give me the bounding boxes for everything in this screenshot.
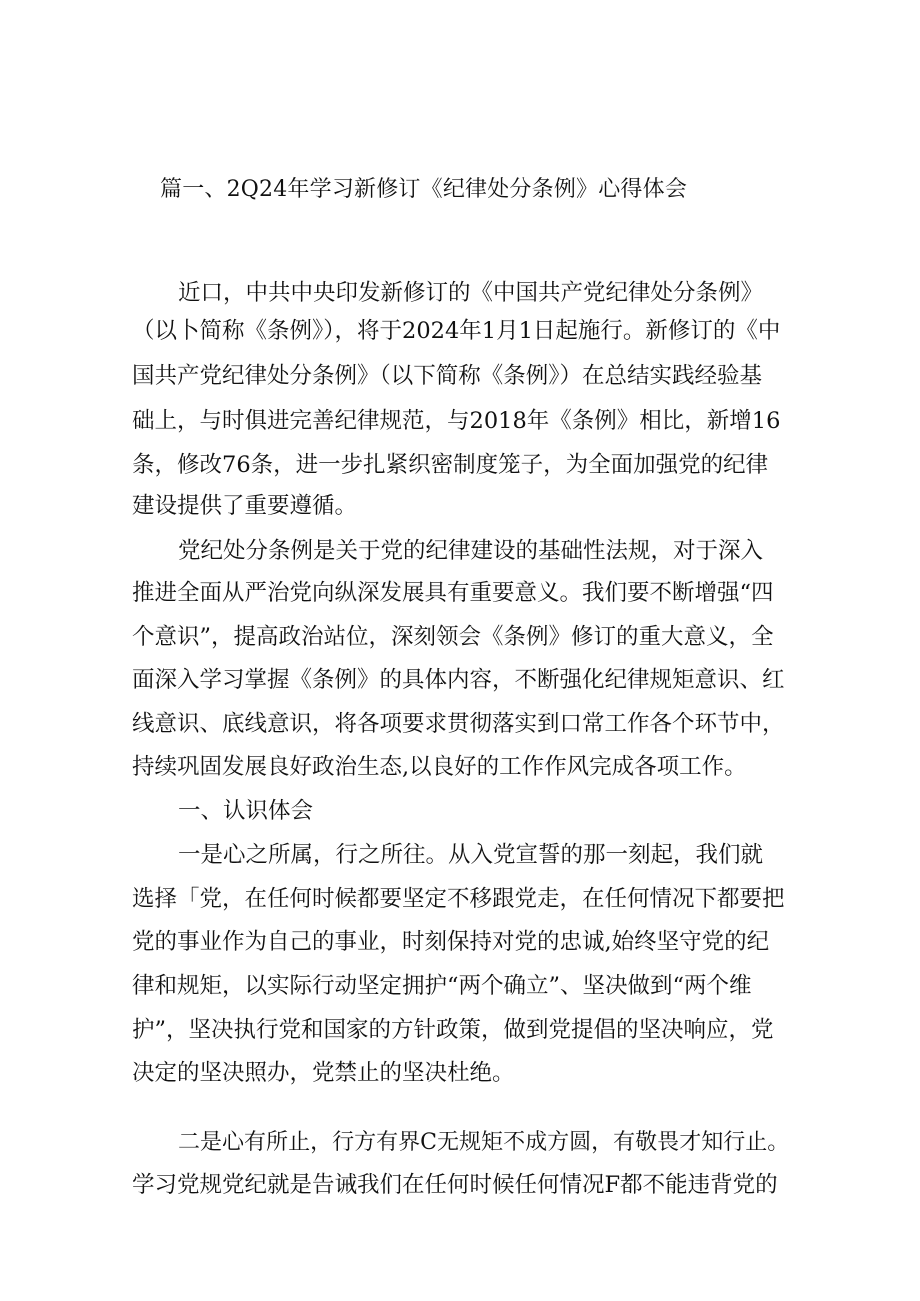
paragraph-line: 决定的坚决照办，党禁止的坚决杜绝。: [132, 1060, 515, 1086]
paragraph-line: 一是心之所属，行之所往。从入党宣誓的那一刻起，我们就: [178, 842, 764, 868]
paragraph-line: 护”，坚决执行党和国家的方针政策，做到党提倡的坚决响应，党: [132, 1017, 774, 1043]
paragraph-line: 学习党规党纪就是告诫我们在任何时候任何情况F都不能违背党的: [132, 1172, 778, 1198]
paragraph-line: （以卜简称《条例》），将于2024年1月1日起施行。新修订的《中: [132, 318, 781, 344]
paragraph-line: 律和规矩，以实际行动坚定拥护“两个确立”、坚决做到“两个维: [132, 973, 752, 999]
paragraph-line: 面深入学习掌握《条例》的具体内容，不断强化纪律规矩意识、红: [132, 667, 785, 693]
section-heading: 一、认识体会: [178, 798, 314, 824]
paragraph-line: 二是心有所止，行方有界C无规矩不成方圆，有敬畏才知行止。: [178, 1130, 790, 1155]
paragraph-line: 推进全面从严治党向纵深发展具有重要意义。我们要不断增强“四: [132, 580, 774, 606]
document-title: 篇一、2Q24年学习新修订《纪律处分条例》心得体会: [160, 177, 688, 202]
paragraph-line: 条，修改76条，进一步扎紧织密制度笼子，为全面加强党的纪律: [132, 452, 769, 478]
paragraph-line: 持续巩固发展良好政治生态,以良好的工作作风完成各项工作。: [132, 754, 747, 780]
paragraph-line: 国共产党纪律处分条例》（以下简称《条例》）在总结实践经验基: [132, 363, 763, 389]
paragraph-line: 选择「党，在任何时候都要坚定不移跟党走，在任何情况下都要把: [132, 886, 785, 912]
paragraph-line: 线意识、底线意识，将各项要求贯彻落实到口常工作各个环节中，: [132, 711, 785, 737]
paragraph-line: 党纪处分条例是关于党的纪律建设的基础性法规，对于深入: [178, 538, 764, 564]
paragraph-line: 近口，中共中央印发新修订的《中国共产党纪律处分条例》: [178, 280, 764, 306]
paragraph-line: 个意识”，提高政治站位，深刻领会《条例》修订的重大意义，全: [132, 624, 774, 650]
paragraph-line: 党的事业作为自己的事业，时刻保持对党的忠诚,始终坚守党的纪: [132, 929, 770, 955]
paragraph-line: 建设提供了重要遵循。: [132, 493, 358, 519]
paragraph-line: 础上，与时俱进完善纪律规范，与2018年《条例》相比，新增16: [132, 408, 781, 434]
